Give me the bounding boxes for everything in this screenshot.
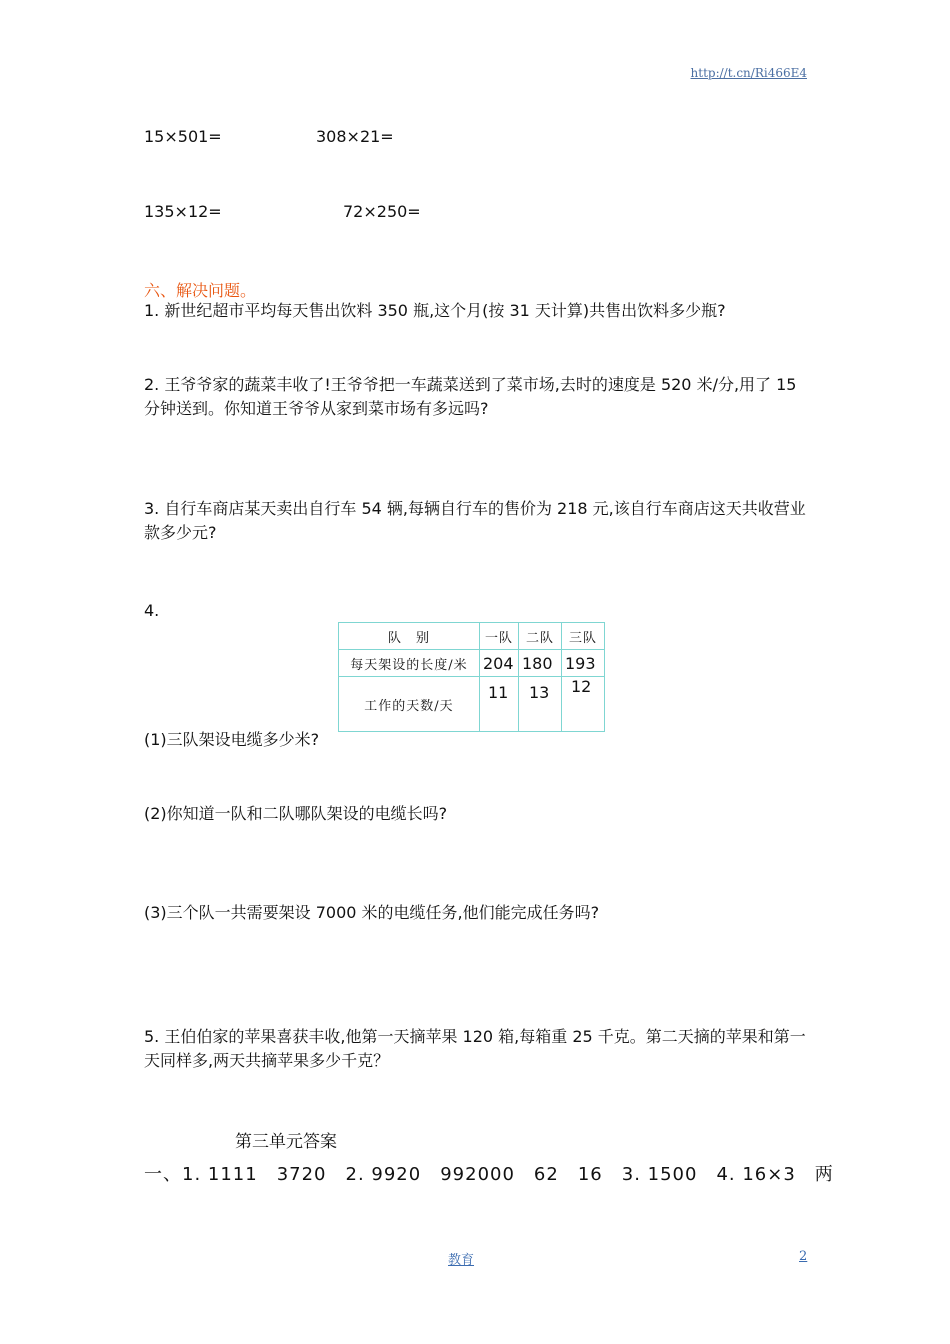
question-2: 2. 王爷爷家的蔬菜丰收了!王爷爷把一车蔬菜送到了菜市场,去时的速度是 520 米/分,用了 15 分钟送到。你知道王爷爷从家到菜市场有多远吗? — [144, 375, 797, 418]
answers-line-1: 一、1. 1111 3720 2. 9920 992000 62 16 3. 1500 4. 16×3 两 — [144, 1164, 834, 1185]
table-row — [339, 677, 605, 732]
table-header-team: 队 别 — [339, 623, 480, 650]
calc-15x501: 15×501= — [144, 127, 222, 146]
table-cell: 193 — [562, 650, 605, 677]
page-number: 2 — [799, 1249, 808, 1264]
table-cell: 11 — [480, 677, 519, 732]
question-1: 1. 新世纪超市平均每天售出饮料 350 瓶,这个月(按 31 天计算)共售出饮料多少瓶? — [144, 301, 726, 320]
calc-72x250: 72×250= — [343, 202, 421, 221]
table-row-label: 工作的天数/天 — [339, 677, 480, 732]
table-row-label: 每天架设的长度/米 — [339, 650, 480, 677]
section-title: 六、解决问题。 — [144, 281, 257, 300]
question-3: 3. 自行车商店某天卖出自行车 54 辆,每辆自行车的售价为 218 元,该自行车商店这天共收营业款多少元? — [144, 499, 806, 542]
footer-link[interactable]: 教育 — [448, 1253, 475, 1268]
table-cell: 180 — [519, 650, 562, 677]
header-link[interactable]: http://t.cn/Ri466E4 — [690, 66, 807, 80]
question-4-3: (3)三个队一共需要架设 7000 米的电缆任务,他们能完成任务吗? — [144, 903, 600, 922]
question-4-2: (2)你知道一队和二队哪队架设的电缆长吗? — [144, 804, 448, 823]
table-row — [339, 650, 605, 677]
question-4-1: (1)三队架设电缆多少米? — [144, 730, 320, 749]
table-header-team-1: 一队 — [480, 623, 519, 650]
calc-135x12: 135×12= — [144, 202, 222, 221]
question-5: 5. 王伯伯家的苹果喜获丰收,他第一天摘苹果 120 箱,每箱重 25 千克。第二天摘的苹果和第一天同样多,两天共摘苹果多少千克？ — [144, 1027, 806, 1070]
calc-308x21: 308×21= — [316, 127, 394, 146]
answers-title: 第三单元答案 — [235, 1132, 337, 1152]
table-header-row — [339, 623, 605, 650]
table-cell: 12 — [562, 677, 605, 732]
table-header-team-3: 三队 — [562, 623, 605, 650]
table-cell: 204 — [480, 650, 519, 677]
team-stats-table — [338, 622, 605, 732]
table-cell: 13 — [519, 677, 562, 732]
question-4-label: 4. — [144, 601, 160, 620]
table-header-team-2: 二队 — [519, 623, 562, 650]
